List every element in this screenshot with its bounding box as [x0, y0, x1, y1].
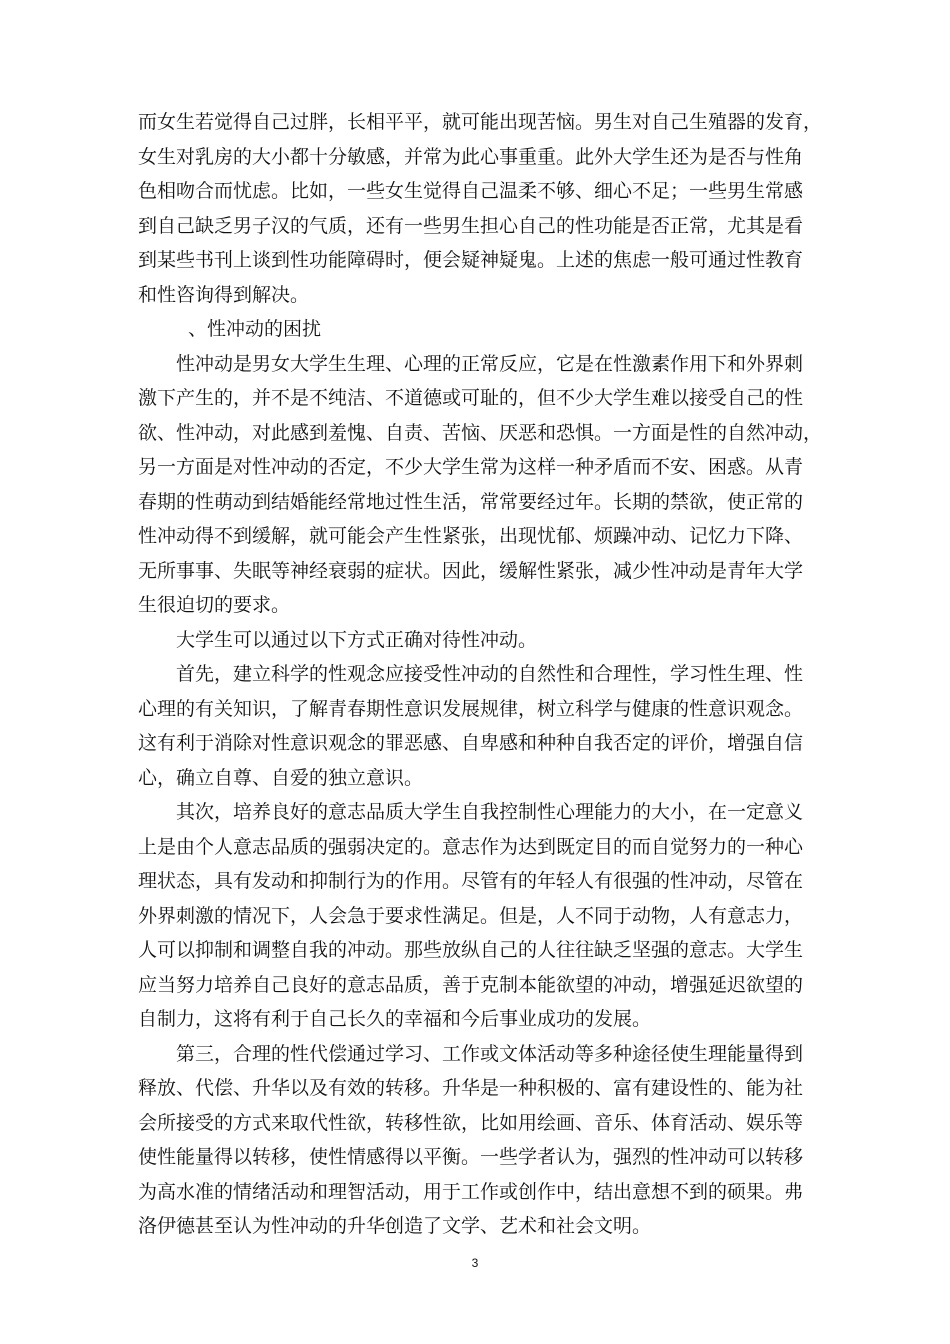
text-line: 理状态，具有发动和抑制行为的作用。尽管有的年轻人有很强的性冲动，尽管在	[138, 870, 804, 892]
text-line: 无所事事、失眠等神经衰弱的症状。因此，缓解性紧张，减少性冲动是青年大学	[138, 559, 804, 582]
text-line: 春期的性萌动到结婚能经常地过性生活，常常要经过年。长期的禁欲，使正常的	[138, 490, 804, 513]
section-heading: 、性冲动的困扰	[188, 318, 322, 340]
text-line: 性冲动得不到缓解，就可能会产生性紧张，出现忧郁、烦躁冲动、记忆力下降、	[138, 525, 804, 547]
text-line: 为高水准的情绪活动和理智活动，用于工作或创作中，结出意想不到的硕果。弗	[138, 1180, 804, 1203]
text-line: 欲、性冲动，对此感到羞愧、自责、苦恼、厌恶和恐惧。一方面是性的自然冲动，	[138, 421, 823, 444]
text-line: 性冲动是男女大学生生理、心理的正常反应，它是在性激素作用下和外界刺	[176, 352, 804, 375]
text-line: 其次，培养良好的意志品质大学生自我控制性心理能力的大小，在一定意义	[176, 801, 804, 823]
text-line: 生很迫切的要求。	[138, 594, 291, 616]
text-line: 这有利于消除对性意识观念的罪恶感、自卑感和种种自我否定的评价，增强自信	[138, 732, 804, 754]
text-line: 首先，建立科学的性观念应接受性冲动的自然性和合理性，学习性生理、性	[176, 663, 804, 685]
text-line: 自制力，这将有利于自己长久的幸福和今后事业成功的发展。	[138, 1008, 652, 1030]
text-line: 大学生可以通过以下方式正确对待性冲动。	[176, 628, 538, 651]
page-number: 3	[471, 1256, 479, 1270]
body-text	[138, 105, 838, 1244]
text-line: 心，确立自尊、自爱的独立意识。	[138, 766, 424, 789]
text-line: 释放、代偿、升华以及有效的转移。升华是一种积极的、富有建设性的、能为社	[138, 1077, 804, 1099]
text-line: 第三，合理的性代偿通过学习、工作或文体活动等多种途径使生理能量得到	[176, 1042, 804, 1065]
text-line: 外界刺激的情况下，人会急于要求性满足。但是，人不同于动物，人有意志力，	[138, 904, 804, 927]
text-line: 色相吻合而忧虑。比如，一些女生觉得自己温柔不够、细心不足；一些男生常感	[138, 180, 804, 202]
text-line: 到某些书刊上谈到性功能障碍时，便会疑神疑鬼。上述的焦虑一般可通过性教育	[138, 249, 804, 271]
text-line: 人可以抑制和调整自我的冲动。那些放纵自己的人往往缺乏坚强的意志。大学生	[138, 939, 804, 961]
text-line: 应当努力培养自己良好的意志品质，善于克制本能欲望的冲动，增强延迟欲望的	[138, 973, 804, 996]
text-line: 会所接受的方式来取代性欲，转移性欲，比如用绘画、音乐、体育活动、娱乐等	[138, 1111, 804, 1134]
text-line: 使性能量得以转移，使性情感得以平衡。一些学者认为，强烈的性冲动可以转移	[138, 1146, 804, 1168]
text-line: 另一方面是对性冲动的否定，不少大学生常为这样一种矛盾而不安、困惑。从青	[138, 456, 804, 478]
text-line: 和性咨询得到解决。	[138, 283, 310, 306]
text-line: 洛伊德甚至认为性冲动的升华创造了文学、艺术和社会文明。	[138, 1215, 652, 1237]
text-line: 激下产生的，并不是不纯洁、不道德或可耻的，但不少大学生难以接受自己的性	[138, 387, 804, 409]
text-line: 女生对乳房的大小都十分敏感，并常为此心事重重。此外大学生还为是否与性角	[138, 145, 804, 168]
text-line: 上是由个人意志品质的强弱决定的。意志作为达到既定目的而自觉努力的一种心	[138, 835, 804, 858]
text-line: 心理的有关知识，了解青春期性意识发展规律，树立科学与健康的性意识观念。	[138, 697, 804, 720]
text-line: 到自己缺乏男子汉的气质，还有一些男生担心自己的性功能是否正常，尤其是看	[138, 214, 804, 237]
text-line: 而女生若觉得自己过胖，长相平平，就可能出现苦恼。男生对自己生殖器的发育，	[138, 111, 823, 133]
